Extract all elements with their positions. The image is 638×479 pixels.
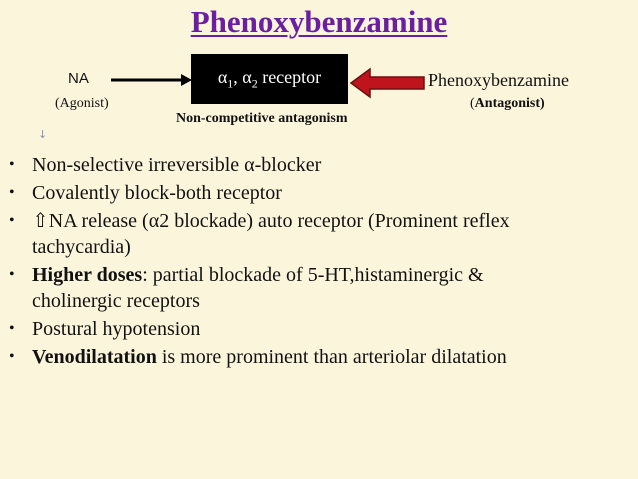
agonist-arrow-icon bbox=[111, 72, 193, 88]
bullet-item: • Non-selective irreversible α-blocker bbox=[9, 154, 322, 176]
antagonist-label: Phenoxybenzamine bbox=[428, 70, 569, 90]
agonist-role: (Agonist) bbox=[55, 96, 109, 111]
down-arrow-icon: ↓ bbox=[38, 128, 48, 141]
bullet-item: • Covalently block-both receptor bbox=[9, 182, 282, 204]
bullet-item: • Venodilatation is more prominent than arteriolar dilatation bbox=[9, 346, 507, 368]
antagonist-arrow-icon bbox=[350, 66, 426, 100]
bullet-list bbox=[0, 152, 625, 372]
antagonist-role: (Antagonist) bbox=[470, 96, 545, 111]
slide-title: Phenoxybenzamine bbox=[190, 4, 448, 39]
receptor-box bbox=[191, 54, 348, 104]
bullet-item: • ⇧NA release (α2 blockade) auto receptor (Prominent reflex tachycardia) bbox=[9, 210, 510, 258]
bullet-item: • Postural hypotension bbox=[9, 318, 201, 340]
receptor-label: $\alpha_1$, $\alpha_2$ receptor bbox=[217, 66, 322, 91]
diagram-caption: Non-competitive antagonism bbox=[176, 111, 348, 126]
agonist-label: NA bbox=[68, 70, 89, 87]
bullet-item: • Higher doses: partial blockade of 5-HT,histaminergic & cholinergic receptors bbox=[9, 264, 484, 312]
